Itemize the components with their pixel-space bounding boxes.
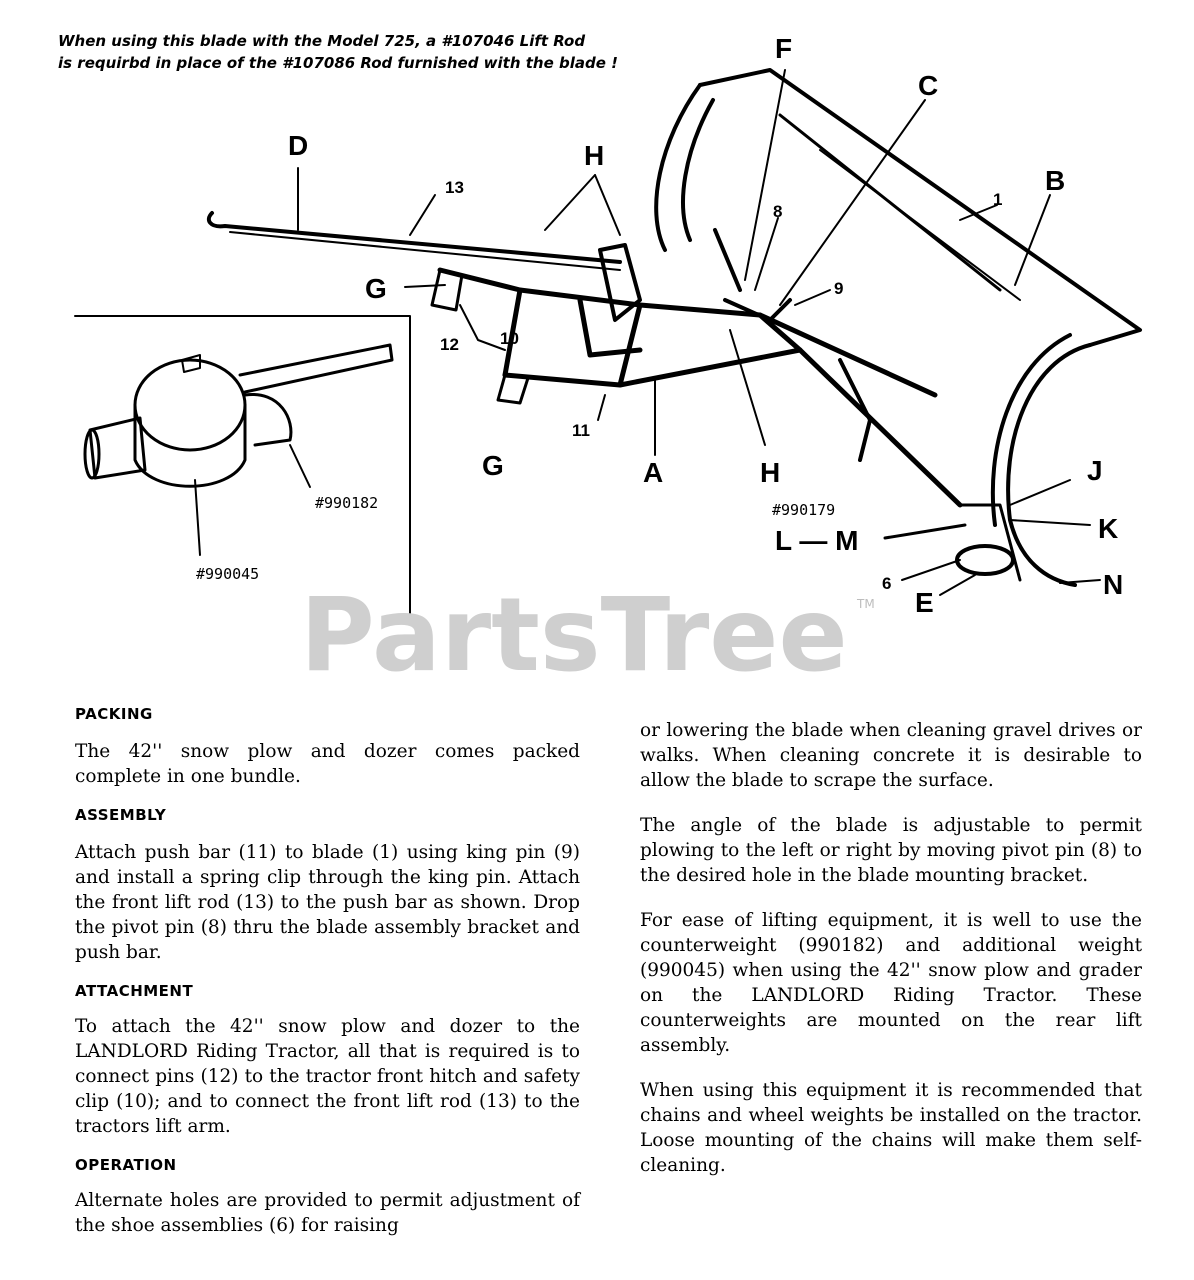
right-para-3: For ease of lifting equipment, it is well to use the counterweight (990182) and additional weight (990045) when using the 42'' snow plow and grader on the LANDLORD Riding Tractor. These counterweights are mounted on the rear lift assembly. — [640, 910, 1142, 1056]
label-h-top: H — [584, 140, 605, 171]
callout-8: 8 — [773, 202, 783, 221]
assembly-text: Attach push bar (11) to blade (1) using king pin (9) and install a spring clip through the king pin. Attach the front lift rod (13) to the push bar as shown. Drop the pivot pin (8) thru the blade assembly bracket and push bar. — [75, 842, 580, 963]
callout-9: 9 — [834, 279, 844, 298]
shoe-assembly-drawing — [885, 525, 1013, 574]
label-e: E — [915, 587, 934, 618]
counterweight-drawing — [85, 345, 392, 486]
push-bar-drawing — [432, 245, 960, 505]
right-para-1: or lowering the blade when cleaning gravel drives or walks. When cleaning concrete it is desirable to allow the blade to scrape the surface. — [640, 720, 1142, 791]
part-number-990179: #990179 — [772, 501, 836, 519]
right-para-4: When using this equipment it is recommended that chains and wheel weights be installed on the tractor. Loose mounting of the chains will make them self-cleaning. — [640, 1080, 1142, 1176]
part-number-990182: #990182 — [315, 494, 379, 512]
leader-lines — [195, 70, 1100, 595]
label-a: A — [643, 457, 664, 488]
label-j: J — [1087, 455, 1103, 486]
lift-rod-drawing — [209, 213, 620, 270]
label-g-top: G — [365, 273, 387, 304]
attachment-text: To attach the 42'' snow plow and dozer to the LANDLORD Riding Tractor, all that is required is to connect pins (12) to the tractor front hitch and safety clip (10); and to connect the front lift rod (13) to the tractors lift arm. — [75, 1016, 580, 1137]
callout-6: 6 — [882, 574, 892, 593]
right-column — [640, 718, 1142, 1178]
callout-12: 12 — [440, 335, 459, 354]
blade-drawing — [656, 70, 1140, 585]
parts-tree-watermark: PartsTree — [300, 576, 848, 695]
label-l-m: L — M — [775, 525, 859, 556]
label-g-bottom: G — [482, 450, 504, 481]
operation-text: Alternate holes are provided to permit adjustment of the shoe assemblies (6) for raising — [75, 1190, 580, 1236]
model-note-line-2: is requirbd in place of the #107086 Rod furnished with the blade ! — [58, 54, 618, 72]
callout-10: 10 — [500, 329, 519, 348]
operation-heading: OPERATION — [75, 1156, 177, 1174]
callout-1: 1 — [993, 190, 1003, 209]
label-b: B — [1045, 165, 1066, 196]
packing-text: The 42'' snow plow and dozer comes packed complete in one bundle. — [75, 741, 580, 787]
callout-11: 11 — [572, 421, 590, 440]
packing-heading: PACKING — [75, 705, 153, 723]
assembly-heading: ASSEMBLY — [75, 806, 167, 824]
label-h-bottom: H — [760, 457, 781, 488]
label-c: C — [918, 70, 939, 101]
callout-13: 13 — [445, 178, 464, 197]
label-f: F — [775, 33, 793, 64]
trademark-mark: TM — [857, 597, 875, 611]
label-d: D — [288, 130, 309, 161]
attachment-heading: ATTACHMENT — [75, 982, 194, 1000]
label-k: K — [1098, 513, 1119, 544]
label-n: N — [1103, 569, 1124, 600]
left-column — [75, 702, 580, 1238]
model-note-line-1: When using this blade with the Model 725, a #107046 Lift Rod — [58, 32, 586, 50]
part-number-990045: #990045 — [196, 565, 260, 583]
right-para-2: The angle of the blade is adjustable to permit plowing to the left or right by moving pivot pin (8) to the desired hole in the blade mounting bracket. — [640, 815, 1142, 886]
